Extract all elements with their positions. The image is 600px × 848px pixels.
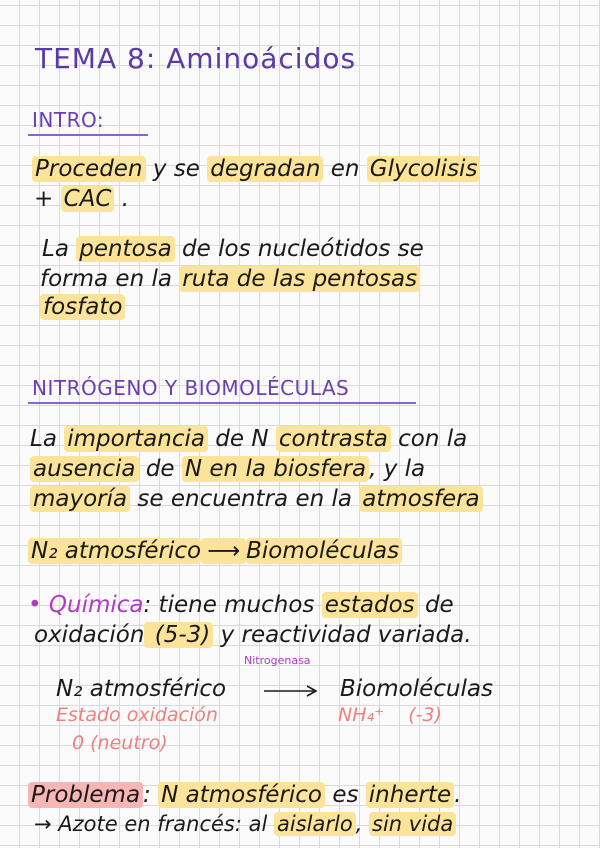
reaction-left-text: N₂ atmosférico — [56, 676, 227, 702]
hl-mayoria: mayoría — [30, 486, 130, 512]
nitrogenasa-text: Nitrogenasa — [244, 654, 311, 667]
hl-5-3: (5-3) — [144, 622, 213, 648]
quimica-line-2 — [34, 622, 472, 648]
text: . — [114, 186, 130, 212]
hl-biomoleculas: Biomoléculas — [246, 538, 402, 564]
minus3-text: (-3) — [408, 704, 442, 726]
estado-oxidacion-text: Estado oxidación — [56, 704, 218, 726]
section-intro-label: INTRO: — [32, 108, 105, 132]
text: es — [325, 782, 366, 808]
title-text: TEMA 8: Aminoácidos — [35, 42, 357, 75]
nitro-line-3 — [30, 486, 483, 512]
text: , — [355, 812, 370, 836]
hl-estados: estados — [322, 592, 418, 618]
reaction-left — [56, 676, 226, 702]
text: La — [30, 426, 65, 452]
hl-glycolisis: Glycolisis — [367, 156, 481, 182]
text: oxidación — [34, 622, 145, 648]
reaction-right-text: Biomoléculas — [340, 676, 493, 702]
hl-importancia: importancia — [64, 426, 208, 452]
text: La — [42, 236, 77, 262]
left-note-2 — [72, 732, 168, 754]
section-nitrogeno-heading — [32, 376, 349, 400]
text: de los nucleótidos se — [174, 236, 424, 262]
arrow-icon: ⟶ — [201, 538, 246, 564]
section-intro-heading — [32, 108, 104, 132]
nitro-line-4 — [28, 538, 402, 564]
bullet-icon: • — [28, 592, 42, 618]
hl-pentosa: pentosa — [76, 236, 175, 262]
text: en — [323, 156, 367, 182]
text: . — [454, 782, 462, 808]
hl-fosfato: fosfato — [40, 294, 125, 320]
hl-ruta-pentosas: ruta de las pentosas — [179, 266, 420, 292]
text: + — [34, 186, 61, 212]
hl-ausencia: ausencia — [30, 456, 139, 482]
hl-n2-atmosferico: N₂ atmosférico — [28, 538, 201, 564]
hl-aislarlo: aislarlo — [274, 812, 356, 836]
hl-atmosfera: atmosfera — [359, 486, 482, 512]
text: se encuentra en la — [130, 486, 360, 512]
quimica-line-1 — [28, 592, 454, 618]
left-note-1 — [56, 704, 218, 726]
neutro-text: 0 (neutro) — [72, 732, 168, 754]
nitro-line-1 — [30, 426, 467, 452]
text: al — [248, 812, 274, 836]
text: de — [138, 456, 182, 482]
hl-inherte: inherte — [366, 782, 454, 808]
hl-cac: CAC — [61, 186, 115, 212]
problema-line-2 — [34, 812, 456, 836]
section-intro-underline — [28, 134, 148, 136]
intro-line-3 — [42, 236, 424, 262]
text: → Azote en francés: — [34, 812, 249, 836]
hl-n-biosfera: N en la biosfera — [182, 456, 369, 482]
hl-degradan: degradan — [207, 156, 323, 182]
text: : tiene muchos — [143, 592, 322, 618]
hl-contrasta: contrasta — [276, 426, 391, 452]
text: de N — [207, 426, 276, 452]
text: con la — [390, 426, 468, 452]
hl-n-atmosferico: N atmosférico — [158, 782, 325, 808]
problema-line-1 — [28, 782, 461, 808]
text: de — [417, 592, 454, 618]
reaction-arrow-icon — [262, 684, 322, 698]
right-note — [338, 704, 442, 726]
section-nitrogeno-underline — [28, 402, 416, 404]
section-nitrogeno-label: NITRÓGENO Y BIOMOLÉCULAS — [32, 376, 350, 400]
hl-proceden: Proceden — [32, 156, 146, 182]
intro-line-2 — [34, 186, 129, 212]
text: : — [143, 782, 159, 808]
quimica-label: Química — [48, 592, 144, 618]
enzyme-label — [244, 654, 311, 667]
nh4-text: NH₄⁺ — [338, 704, 385, 726]
text: , y la — [369, 456, 426, 482]
reaction-right — [340, 676, 493, 702]
hl-sin-vida: sin vida — [369, 812, 456, 836]
text: forma en la — [40, 266, 180, 292]
intro-line-4 — [40, 266, 420, 292]
text: y reactividad variada. — [213, 622, 472, 648]
hl-problema: Problema — [28, 782, 143, 808]
page-title — [35, 42, 356, 75]
nitro-line-2 — [30, 456, 425, 482]
intro-line-5 — [40, 294, 125, 320]
intro-line-1 — [32, 156, 480, 182]
text: y se — [145, 156, 208, 182]
